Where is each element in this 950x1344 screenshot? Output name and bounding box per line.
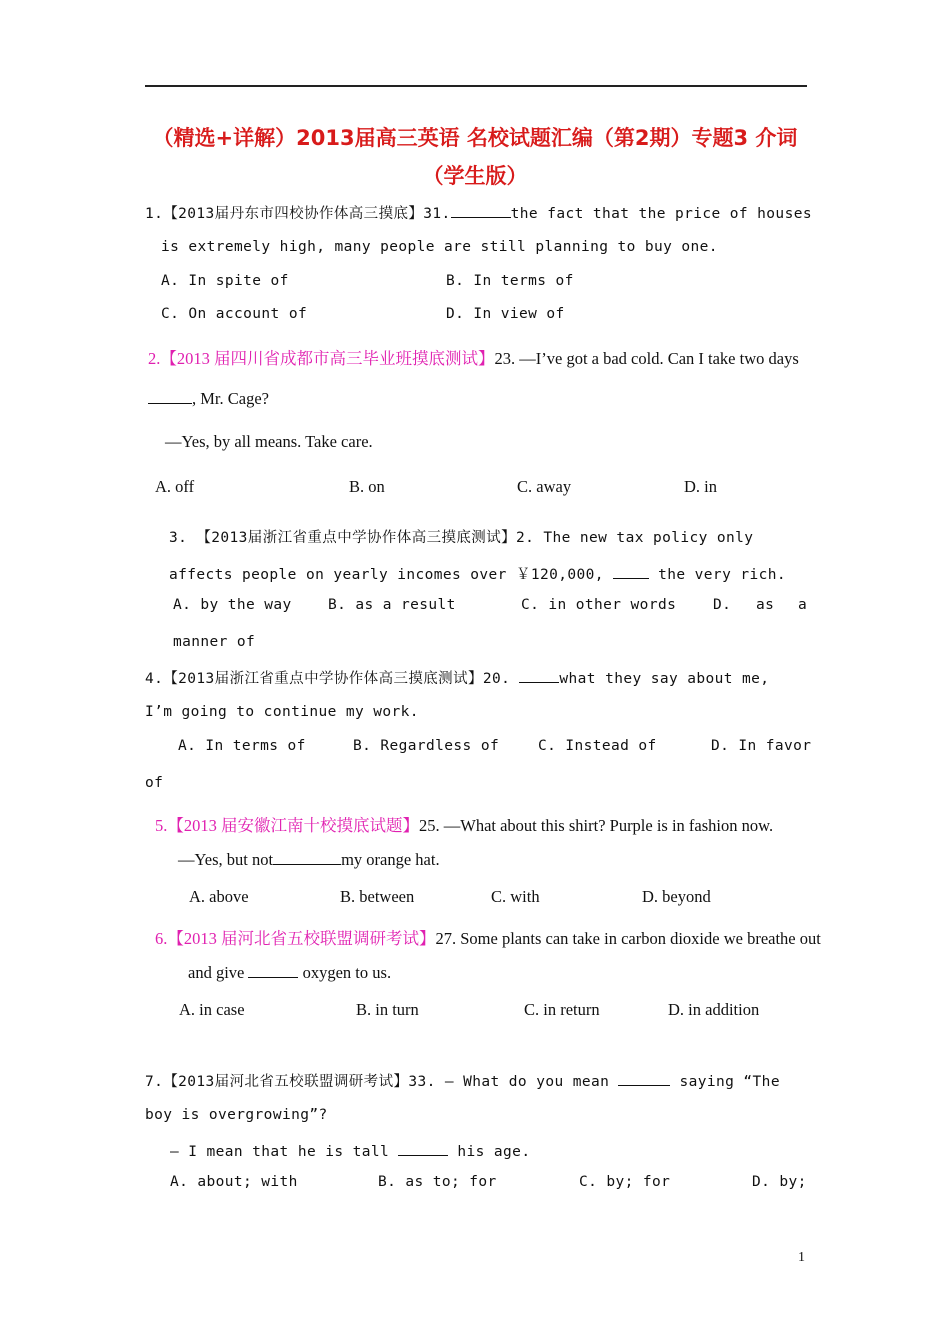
q1-stem: 1.【2013届丹东市四校协作体高三摸底】31. the fact that the price of houses (145, 202, 812, 223)
document-subtitle: （学生版） (422, 164, 528, 188)
q4-blank (519, 668, 559, 683)
q4-option-c: C. Instead of (538, 738, 657, 754)
q7-option-d: D. by; (752, 1174, 807, 1190)
q2-blank (148, 389, 192, 404)
q6-stem: 6.【2013 届河北省五校联盟调研考试】27. Some plants can take in carbon dioxide we breathe out (155, 929, 821, 948)
q4-option-b: B. Regardless of (353, 738, 500, 754)
q5-option-a: A. above (189, 887, 249, 906)
q7-stem-cont: boy is overgrowing”? (145, 1107, 328, 1123)
q1-stem-cont: is extremely high, many people are still planning to buy one. (161, 239, 718, 255)
q5-option-c: C. with (491, 887, 540, 906)
q7-reply: — I mean that he is tall his age. (170, 1141, 530, 1160)
q4-option-d: D. In favor (711, 738, 812, 754)
q2-option-a: A. off (155, 477, 195, 496)
q6-option-c: C. in return (524, 1000, 600, 1019)
q1-option-b: B. In terms of (446, 273, 574, 289)
q2-option-b: B. on (349, 477, 385, 496)
q5-blank (273, 850, 341, 865)
q2-stem: 2.【2013 届四川省成都市高三毕业班摸底测试】23. —I’ve got a bad cold. Can I take two days (148, 349, 799, 368)
q4-option-a: A. In terms of (178, 738, 306, 754)
q1-option-c: C. On account of (161, 306, 308, 322)
q7-option-a: A. about; with (170, 1174, 298, 1190)
q7-stem: 7.【2013届河北省五校联盟调研考试】33. — What do you mean saying “The (145, 1070, 780, 1091)
q5-option-b: B. between (340, 887, 415, 906)
q3-option-a: A. by the way (173, 597, 292, 613)
q7-option-b: B. as to; for (378, 1174, 497, 1190)
q2-option-d: D. in (684, 477, 717, 496)
q2-source: 【2013 届四川省成都市高三毕业班摸底测试】 (160, 349, 495, 368)
q6-blank (248, 963, 298, 978)
q3-option-d-label: D. (713, 597, 732, 613)
q2-reply: —Yes, by all means. Take care. (165, 432, 373, 451)
q3-option-d-word2: a (798, 597, 808, 613)
q1-blank (451, 203, 511, 218)
q1-option-d: D. In view of (446, 306, 565, 322)
q3-option-d-word1: as (756, 597, 775, 613)
header-rule (145, 85, 807, 87)
q7-blank-2 (398, 1141, 448, 1156)
q6-option-d: D. in addition (668, 1000, 760, 1019)
q2-option-c: C. away (517, 477, 572, 496)
q3-stem: 3. 【2013届浙江省重点中学协作体高三摸底测试】2. The new tax policy only (169, 530, 754, 546)
q4-option-d-cont: of (145, 775, 164, 791)
q6-option-b: B. in turn (356, 1000, 419, 1019)
q3-option-c: C. in other words (521, 597, 677, 613)
q5-source: 【2013 届安徽江南十校摸底试题】 (167, 816, 419, 835)
document-title: （精选+详解）2013届高三英语 名校试题汇编（第2期）专题3 介词 (152, 126, 798, 150)
q5-option-d: D. beyond (642, 887, 711, 906)
q7-blank-1 (618, 1071, 670, 1086)
q1-option-a: A. In spite of (161, 273, 289, 289)
q2-stem-cont: , Mr. Cage? (148, 389, 269, 409)
page-number: 1 (798, 1250, 805, 1265)
q7-option-c: C. by; for (579, 1174, 671, 1190)
q6-stem-cont: and give oxygen to us. (188, 963, 392, 982)
q3-blank (613, 564, 649, 579)
q6-option-a: A. in case (179, 1000, 245, 1019)
q3-option-b: B. as a result (328, 597, 456, 613)
q3-stem-cont: affects people on yearly incomes over ￥120,000, the very rich. (169, 563, 786, 584)
q4-stem-cont: I’m going to continue my work. (145, 704, 419, 720)
q6-source: 【2013 届河北省五校联盟调研考试】 (167, 929, 436, 948)
q4-stem: 4.【2013届浙江省重点中学协作体高三摸底测试】20. what they say about me, (145, 667, 769, 688)
q3-option-d-cont: manner of (173, 634, 256, 650)
q5-stem: 5.【2013 届安徽江南十校摸底试题】25. —What about this shirt? Purple is in fashion now. (155, 816, 774, 835)
q5-reply: —Yes, but not my orange hat. (178, 850, 440, 869)
